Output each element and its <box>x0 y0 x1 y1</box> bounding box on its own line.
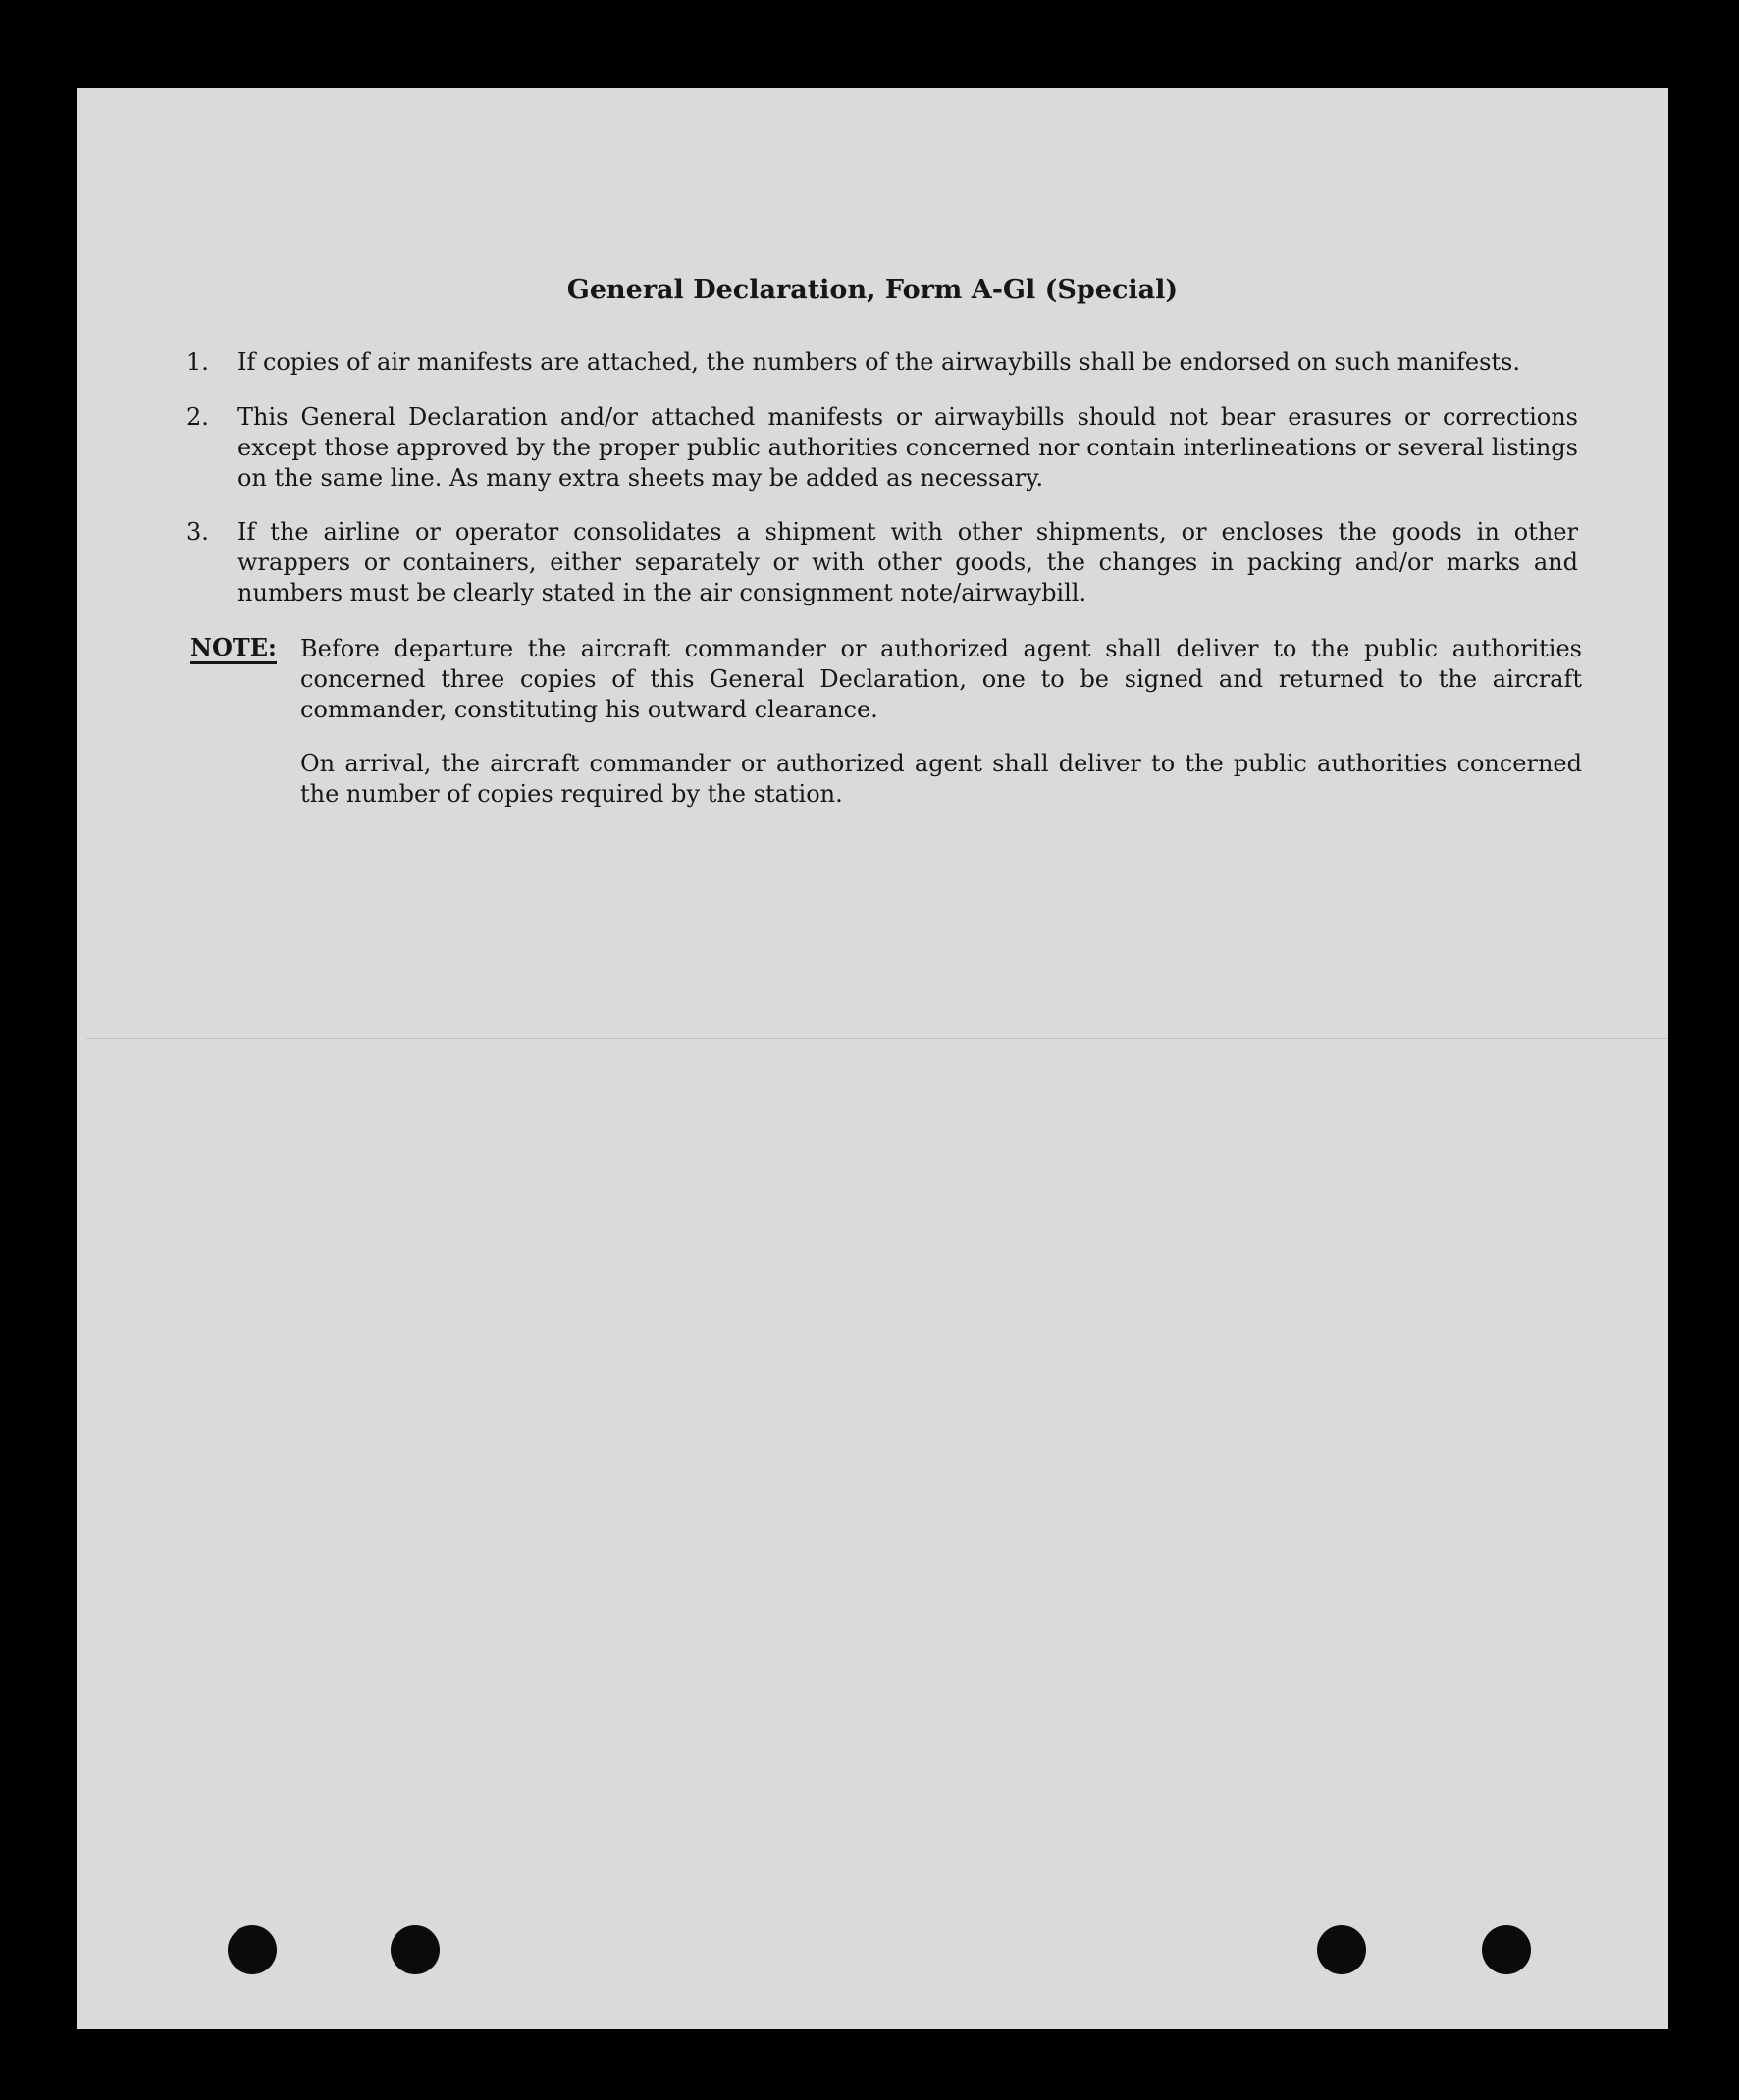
document-page <box>77 88 1668 2029</box>
item-text: This General Declaration and/or attached manifests or airwaybills should not bear erasures or corrections except those approved by the proper public authorities concerned nor contain interlineations or several listings on the same line. As many extra sheets may be added as necessary. <box>237 403 1578 492</box>
note-paragraph: Before departure the aircraft commander or authorized agent shall deliver to the public authorities concerned three copies of this General Declaration, one to be signed and returned to the aircraft commander, constituting his outward clearance. <box>300 635 1582 723</box>
note-paragraph: On arrival, the aircraft commander or authorized agent shall deliver to the public authorities concerned the number of copies required by the station. <box>300 750 1582 808</box>
punch-hole <box>391 1925 440 1974</box>
item-number: 2. <box>186 403 209 431</box>
punch-hole <box>1317 1925 1366 1974</box>
item-number: 1. <box>186 348 209 376</box>
item-number: 3. <box>186 518 209 546</box>
note-label: NOTE: <box>190 634 277 664</box>
document-title: General Declaration, Form A-Gl (Special) <box>566 275 1179 305</box>
item-text: If copies of air manifests are attached, the numbers of the airwaybills shall be endorsed on such manifests. <box>237 348 1520 376</box>
item-text: If the airline or operator consolidates a shipment with other shipments, or encloses the goods in other wrappers or containers, either separately or with other goods, the changes in packing and/or marks and numbers must be clearly stated in the air consignment note/airwaybill. <box>237 518 1578 606</box>
paper-fold-line <box>86 1038 1668 1040</box>
punch-hole <box>228 1925 277 1974</box>
punch-hole <box>1482 1925 1531 1974</box>
